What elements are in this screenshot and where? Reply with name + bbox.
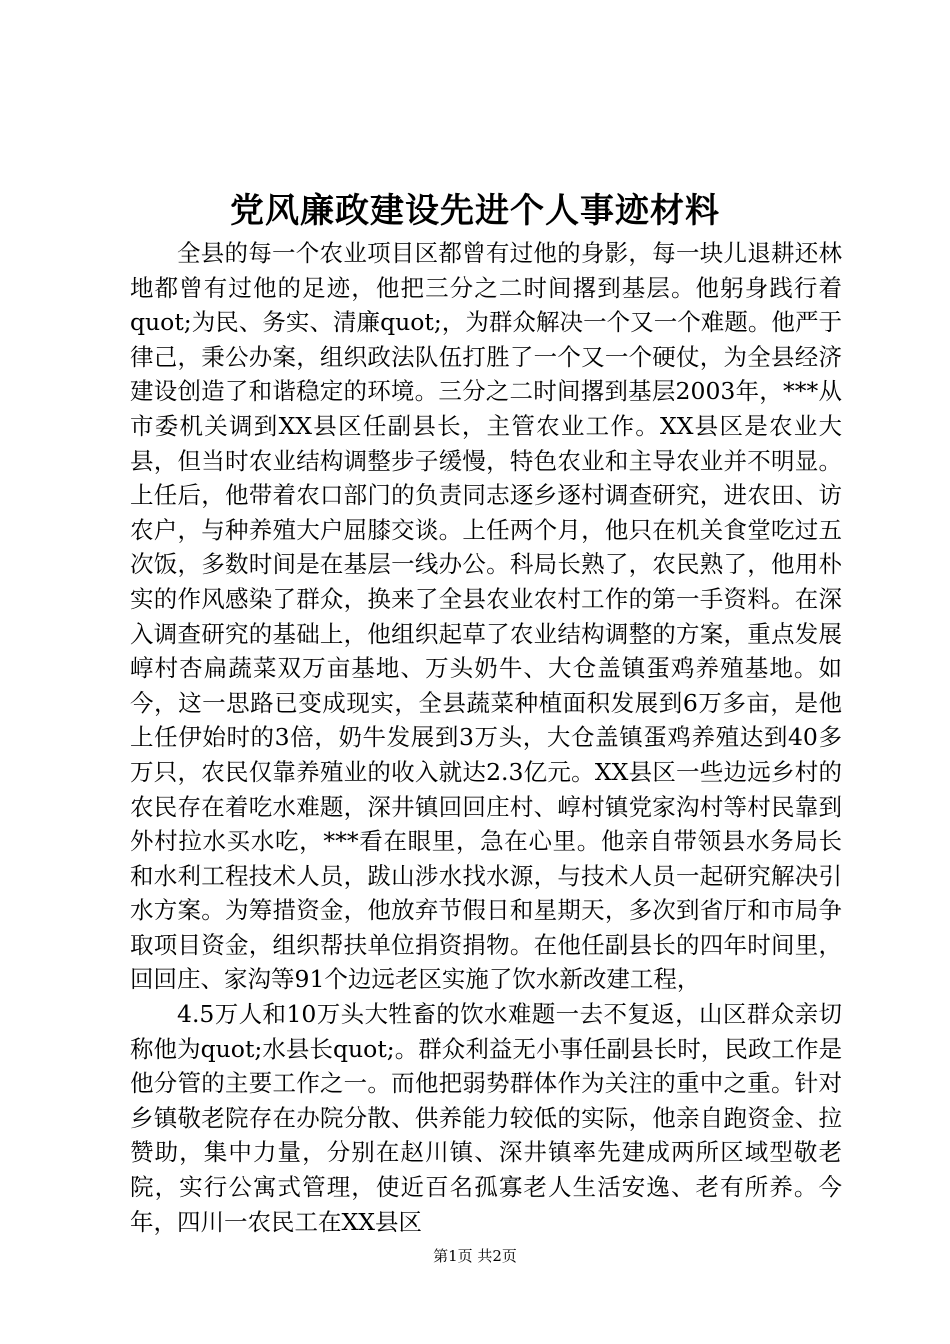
page-number: 第1页 共2页 [433,1247,517,1265]
document-body [130,236,842,1239]
paragraph: 4.5万人和10万头大牲畜的饮水难题一去不复返，山区群众亲切称他为quot;水县长quot;。群众利益无小事任副县长时，民政工作是他分管的主要工作之一。而他把弱势群体作为关注的重中之重。针对乡镇敬老院存在办院分散、供养能力较低的实际，他亲自跑资金、拉赞助，集中力量，分别在赵川镇、深井镇率先建成两所区域型敬老院，实行公寓式管理，使近百名孤寡老人生活安逸、老有所养。今年，四川一农民工在XX县区 [130,1000,842,1236]
document-title: 党风廉政建设先进个人事迹材料 [230,191,720,231]
paragraph: 全县的每一个农业项目区都曾有过他的身影，每一块儿退耕还林地都曾有过他的足迹，他把三分之二时间撂到基层。他躬身践行着quot;为民、务实、清廉quot;，为群众解决一个又一个难题。他严于律己，秉公办案，组织政法队伍打胜了一个又一个硬仗，为全县经济建设创造了和谐稳定的环境。三分之二时间撂到基层2003年，***从市委机关调到XX县区任副县长，主管农业工作。XX县区是农业大县，但当时农业结构调整步子缓慢，特色农业和主导农业并不明显。上任后，他带着农口部门的负责同志逐乡逐村调查研究，进农田、访农户，与种养殖大户屈膝交谈。上任两个月，他只在机关食堂吃过五次饭，多数时间是在基层一线办公。科局长熟了，农民熟了，他用朴实的作风感染了群众，换来了全县农业农村工作的第一手资料。在深入调查研究的基础上，他组织起草了农业结构调整的方案，重点发展崞村杏扁蔬菜双万亩基地、万头奶牛、大仓盖镇蛋鸡养殖基地。如今，这一思路已变成现实，全县蔬菜种植面积发展到6万多亩，是他上任伊始时的3倍，奶牛发展到3万头，大仓盖镇蛋鸡养殖达到40多万只，农民仅靠养殖业的收入就达2.3亿元。XX县区一些边远乡村的农民存在着吃水难题，深井镇回回庄村、崞村镇党家沟村等村民靠到外村拉水买水吃，***看在眼里，急在心里。他亲自带领县水务局长和水利工程技术人员，跋山涉水找水源，与技术人员一起研究解决引水方案。为筹措资金，他放弃节假日和星期天，多次到省厅和市局争取项目资金，组织帮扶单位捐资捐物。在他任副县长的四年时间里，回回庄、家沟等91个边远老区实施了饮水新改建工程， [130,239,842,994]
